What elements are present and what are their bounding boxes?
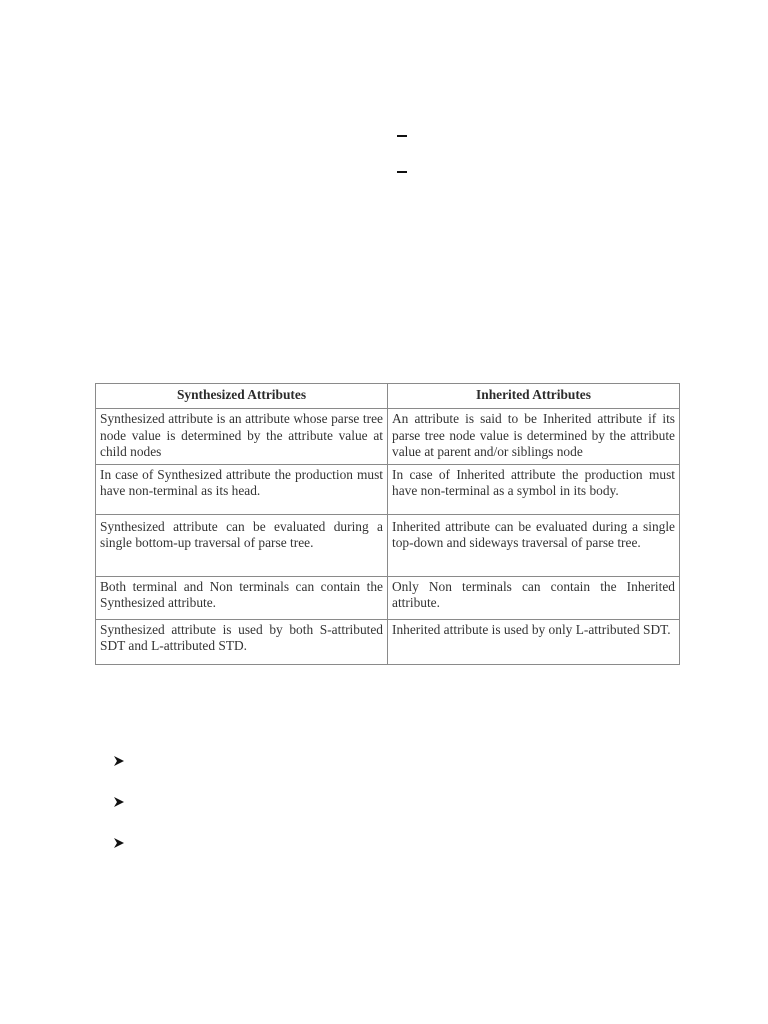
- table-row: [96, 514, 680, 576]
- table-row: [96, 409, 680, 465]
- table-row: [96, 464, 680, 514]
- attributes-comparison-table: [95, 383, 680, 665]
- header-inherited: Inherited Attributes: [388, 384, 680, 409]
- table-cell-synthesized: In case of Synthesized attribute the production must have non-terminal as its head.: [96, 464, 388, 514]
- table-cell-synthesized: Synthesized attribute is used by both S-attributed SDT and L-attributed STD.: [96, 619, 388, 664]
- table-cell-inherited: In case of Inherited attribute the production must have non-terminal as a symbol in its body.: [388, 464, 680, 514]
- table-cell-synthesized: Both terminal and Non terminals can contain the Synthesized attribute.: [96, 576, 388, 619]
- table-row: [96, 576, 680, 619]
- table-cell-inherited: Inherited attribute can be evaluated during a single top-down and sideways traversal of parse tree.: [388, 514, 680, 576]
- arrowhead-bullet-icon: [113, 755, 125, 767]
- table-cell-inherited: Inherited attribute is used by only L-attributed SDT.: [388, 619, 680, 664]
- dash-icon: [397, 135, 407, 137]
- dash-icon: [397, 171, 407, 173]
- header-synthesized: Synthesized Attributes: [96, 384, 388, 409]
- table-header-row: [96, 384, 680, 409]
- table-cell-synthesized: Synthesized attribute can be evaluated during a single bottom-up traversal of parse tree.: [96, 514, 388, 576]
- table-cell-synthesized: Synthesized attribute is an attribute whose parse tree node value is determined by the attribute value at child nodes: [96, 409, 388, 465]
- arrowhead-bullet-icon: [113, 837, 125, 849]
- table-cell-inherited: An attribute is said to be Inherited attribute if its parse tree node value is determined by the attribute value at parent and/or siblings node: [388, 409, 680, 465]
- table-row: [96, 619, 680, 664]
- table-cell-inherited: Only Non terminals can contain the Inherited attribute.: [388, 576, 680, 619]
- arrowhead-bullet-icon: [113, 796, 125, 808]
